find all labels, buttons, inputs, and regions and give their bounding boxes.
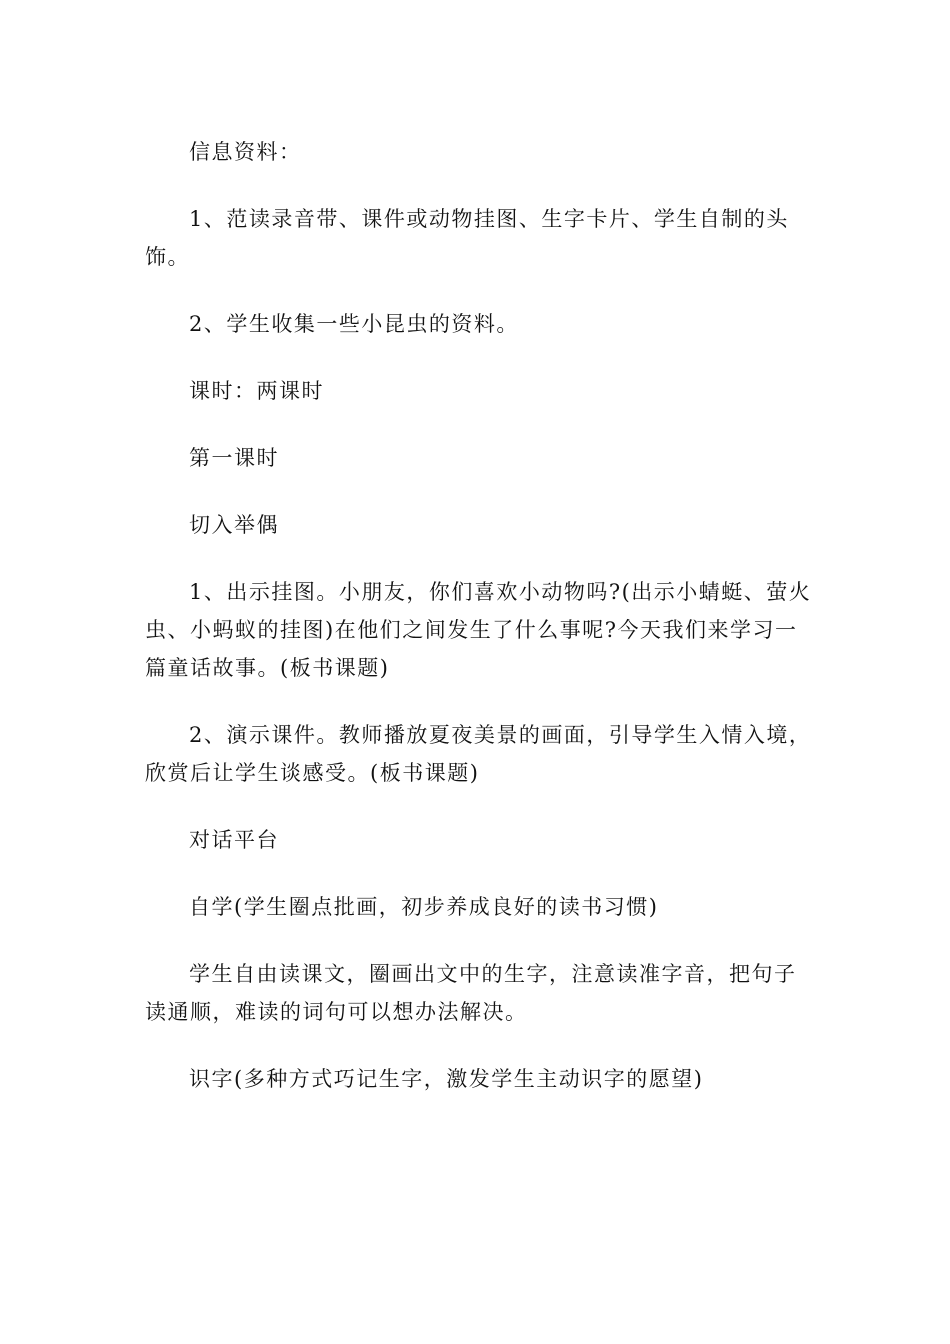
- heading-lead-in: 切入举偶: [189, 513, 279, 537]
- paragraph-lead-in-item-2: 2、演示课件。教师播放夏夜美景的画面，引导学生入情入境，欣赏后让学生谈感受。(板书课题): [145, 723, 812, 785]
- heading-dialogue-platform: 对话平台: [189, 828, 279, 852]
- paragraph-class-hours: 课时：两课时: [189, 379, 324, 403]
- document-body: [145, 133, 815, 1098]
- paragraph-materials-item-2: 2、学生收集一些小昆虫的资料。: [189, 312, 519, 336]
- paragraph-info-materials: 信息资料：: [189, 140, 302, 164]
- paragraph-character-recognition: 识字(多种方式巧记生字，激发学生主动识字的愿望): [189, 1067, 704, 1091]
- paragraph-lead-in-item-1: 1、出示挂图。小朋友，你们喜欢小动物吗?(出示小蜻蜓、萤火虫、小蚂蚁的挂图)在他们之间发生了什么事呢?今天我们来学习一篇童话故事。(板书课题): [145, 580, 812, 680]
- paragraph-materials-item-1: 1、范读录音带、课件或动物挂图、生字卡片、学生自制的头饰。: [145, 207, 789, 269]
- paragraph-free-reading: 学生自由读课文，圈画出文中的生字，注意读准字音，把句子读通顺，难读的词句可以想办法解决。: [145, 962, 797, 1024]
- paragraph-self-study: 自学(学生圈点批画，初步养成良好的读书习惯): [189, 895, 659, 919]
- heading-first-lesson: 第一课时: [189, 446, 279, 470]
